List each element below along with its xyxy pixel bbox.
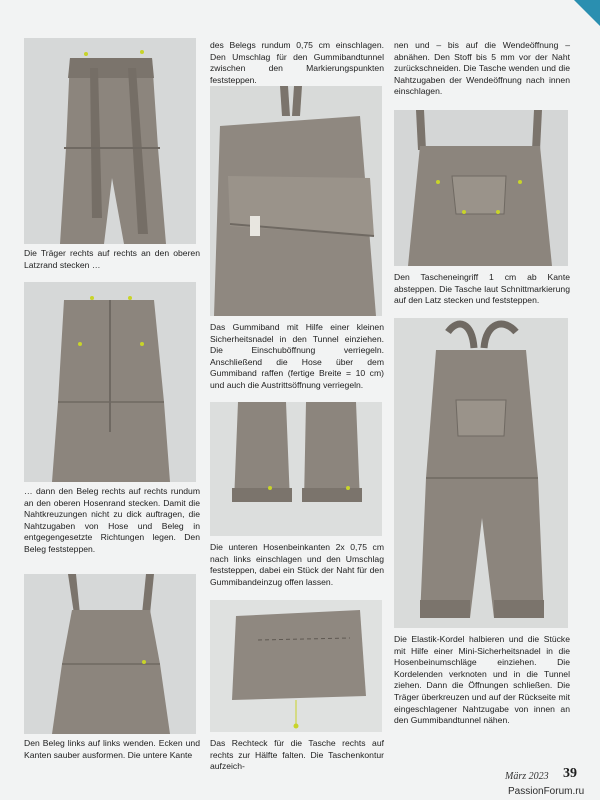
caption-9: Den Tascheneingriff 1 cm ab Kante absteppen. Die Tasche laut Schnittmarkierung auf den Latz stecken und feststeppen.	[394, 272, 570, 306]
photo-straps-pinned	[24, 38, 196, 244]
photo-leg-hems	[210, 402, 382, 536]
photo-pocket-pinned	[394, 110, 568, 266]
caption-8: nen und – bis auf die Wendeöffnung – abnähen. Den Stoff bis 5 mm vor der Naht zurückschneiden. Die Tasche wenden und die Nahtzugaben der Wendeöffnung nach innen einschlagen.	[394, 40, 570, 97]
caption-10: Die Elastik-Kordel halbieren und die Stücke mit Hilfe einer Mini-Sicherheitsnadel in die Hosenbeinumschläge einziehen. Die Kordelenden verknoten und in die Tunnel ziehen. Dann die Öffnungen schließen. Die Träger überkreuzen und auf der Rückseite mit eingeschlagener Nahtzugabe von innen an den Gummibandtunnel nähen.	[394, 634, 570, 726]
caption-3: Den Beleg links auf links wenden. Ecken und Kanten sauber ausformen. Die untere Kante	[24, 738, 200, 760]
photo-elastic-tunnel	[210, 86, 382, 316]
caption-7: Das Rechteck für die Tasche rechts auf rechts zur Hälfte falten. Die Taschenkontur aufzeich-	[210, 738, 384, 772]
issue-date: März 2023	[505, 771, 549, 782]
photo-finished-dungarees	[394, 318, 568, 628]
photo-pocket-rectangle	[210, 600, 382, 732]
caption-6: Die unteren Hosenbeinkanten 2x 0,75 cm nach links einschlagen und den Umschlag feststeppen, dabei ein Stück der Naht für den Gummibandeinzug offen lassen.	[210, 542, 384, 587]
photo-facing-pinned	[24, 282, 196, 482]
photo-facing-turned	[24, 574, 196, 734]
watermark: PassionForum.ru	[508, 786, 585, 797]
caption-4: des Belegs rundum 0,75 cm einschlagen. Den Umschlag für den Gummibandtunnel zwischen den Markierungspunkten feststeppen.	[210, 40, 384, 85]
caption-2: … dann den Beleg rechts auf rechts rundum an den oberen Hosenrand stecken. Damit die Nahtkreuzungen nicht zu dick auftragen, die Nahtzugaben von Hose und Beleg in entgegengesetzte Richtungen legen. Den Beleg feststeppen.	[24, 486, 200, 554]
caption-5: Das Gummiband mit Hilfe einer kleinen Sicherheitsnadel in den Tunnel einziehen. Die Einschuböffnung verriegeln. Anschließend die Hose über dem Gummiband raffen (fertige Breite = 10 cm) und auch die Austrittsöffnung verriegeln.	[210, 322, 384, 390]
corner-accent	[574, 0, 600, 26]
page-number: 39	[563, 766, 577, 781]
caption-1: Die Träger rechts auf rechts an den oberen Latzrand stecken …	[24, 248, 200, 270]
